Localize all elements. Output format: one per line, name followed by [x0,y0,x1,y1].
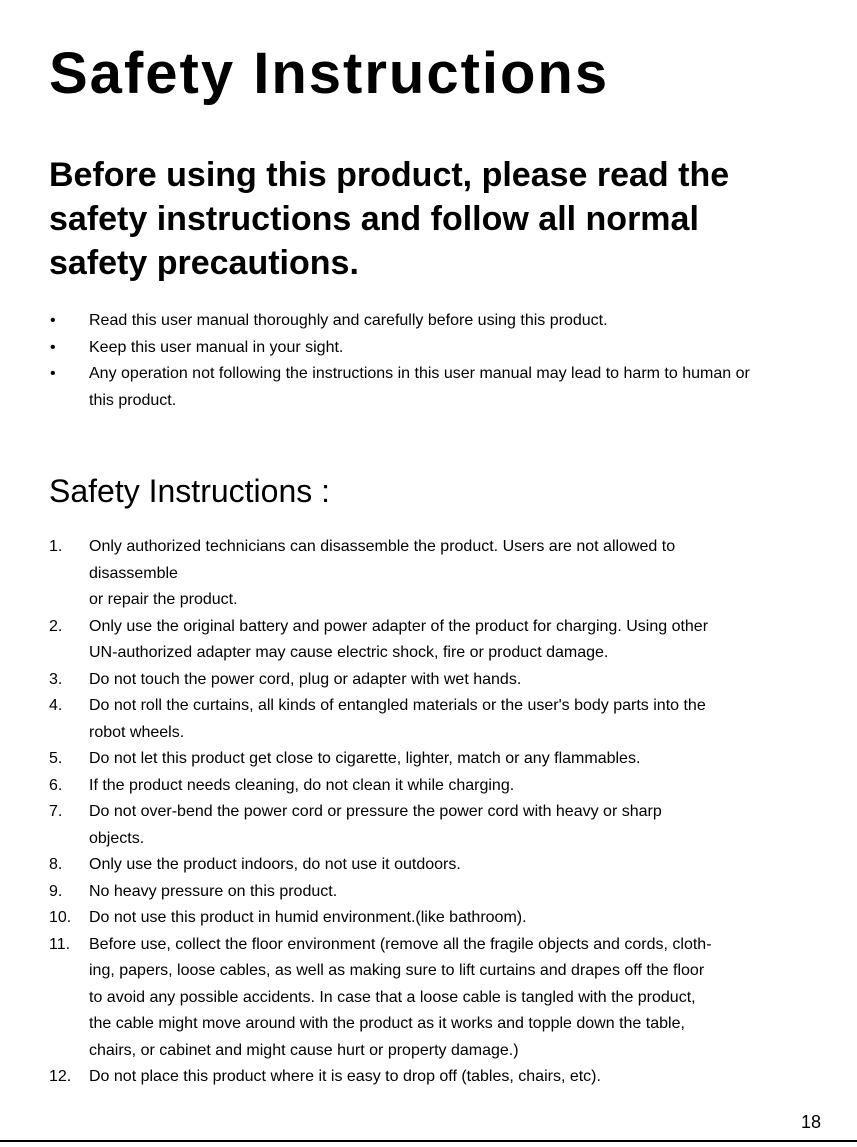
instruction-text-line: UN-authorized adapter may cause electric shock, fire or product damage. [89,644,609,661]
instruction-item [0,534,857,614]
list-item-text: Any operation not following the instructions in this user manual may lead to harm to human or this product. [89,365,750,409]
instruction-text-line: Do not let this product get close to cigarette, lighter, match or any flammables. [89,750,641,767]
instruction-text-line: If the product needs cleaning, do not clean it while charging. [89,776,515,794]
instruction-number: 9. [49,882,63,900]
instruction-number: 1. [49,538,63,555]
instruction-item [0,773,857,800]
safety-instructions-list [0,534,857,1091]
instruction-item [0,1064,857,1091]
list-item-text: Keep this user manual in your sight. [89,338,344,356]
bullet-marker: • [50,338,56,356]
instruction-text-line: Do not place this product where it is easy to drop off (tables, chairs, etc). [89,1068,601,1085]
instruction-number: 7. [49,803,63,820]
list-item [0,361,857,414]
section-title: Safety Instructions : [49,473,331,509]
instruction-number: 10. [49,909,72,926]
instruction-text-line: Do not use this product in humid environment.(like bathroom). [89,909,527,926]
bottom-rule [0,1140,857,1142]
instruction-text-line: robot wheels. [89,723,185,741]
instruction-item [0,905,857,932]
list-item-text: Read this user manual thoroughly and carefully before using this product. [89,312,608,329]
bullet-marker: • [50,365,56,382]
instruction-item [0,614,857,667]
instruction-text-line: to avoid any possible accidents. In case that a loose cable is tangled with the product, [89,988,696,1006]
page-number: 18 [800,1112,821,1132]
instruction-text-line: the cable might move around with the product as it works and topple down the table, [89,1015,685,1032]
instruction-item [0,932,857,1065]
page-title: Safety Instructions [49,41,610,106]
instruction-text-line: Only use the product indoors, do not use it outdoors. [89,856,461,873]
instruction-text-line: chairs, or cabinet and might cause hurt or property damage.) [89,1041,519,1059]
instruction-text-line: Do not touch the power cord, plug or adapter with wet hands. [89,670,522,688]
instruction-number: 5. [49,750,63,767]
instruction-text-line: or repair the product. [89,591,238,608]
instruction-number: 12. [49,1068,72,1085]
instruction-text-line: Do not over-bend the power cord or pressure the power cord with heavy or sharp [89,803,662,820]
instruction-item [0,667,857,694]
instruction-text-line: Only authorized technicians can disassemble the product. Users are not allowed to [89,538,676,555]
instruction-text-line: disassemble [89,564,178,582]
instruction-text-line: objects. [89,829,145,847]
instruction-text-line: Only use the original battery and power adapter of the product for charging. Using other [89,617,709,635]
instruction-item [0,879,857,906]
list-item [0,335,857,362]
instruction-text-line: Do not roll the curtains, all kinds of entangled materials or the user's body parts into the [89,697,706,714]
bullet-marker: • [50,312,56,329]
instruction-item [0,693,857,746]
instruction-number: 2. [49,617,63,635]
instruction-item [0,852,857,879]
instruction-number: 11. [49,935,71,953]
instruction-number: 3. [49,670,63,688]
instruction-number: 6. [49,776,63,794]
list-item [0,308,857,335]
instruction-text-line: Before use, collect the floor environment (remove all the fragile objects and cords, cloth- [89,935,712,953]
instruction-number: 8. [49,856,63,873]
instruction-item [0,799,857,852]
instruction-text-line: No heavy pressure on this product. [89,882,338,900]
precaution-list [0,308,857,414]
intro-heading: Before using this product, please read the safety instructions and follow all normal safety precautions. [49,156,730,282]
instruction-number: 4. [49,697,63,714]
instruction-item [0,746,857,773]
instruction-text-line: ing, papers, loose cables, as well as making sure to lift curtains and drapes off the floor [89,962,705,979]
